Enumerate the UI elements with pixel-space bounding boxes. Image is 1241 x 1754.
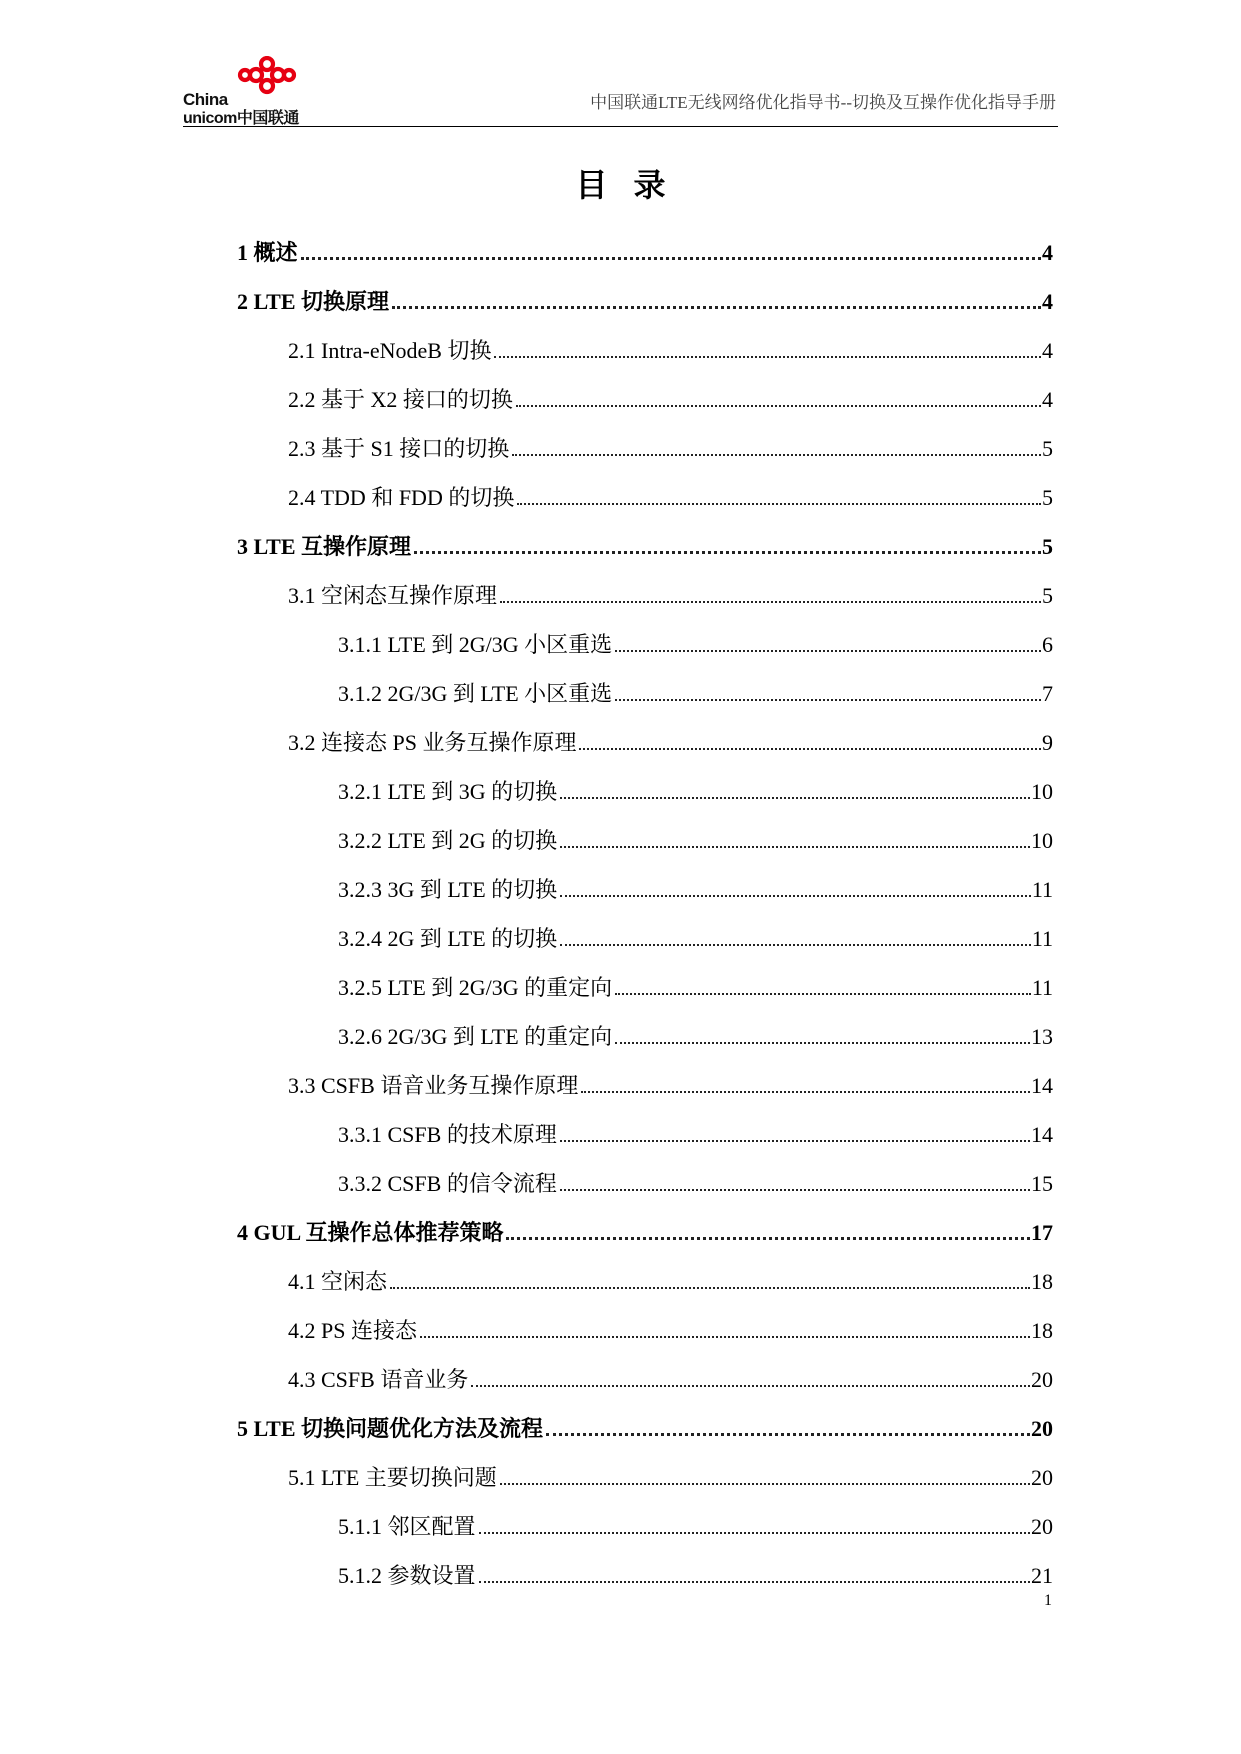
toc-entry-page: 5	[1042, 583, 1053, 608]
toc-dot-leader	[500, 601, 1041, 603]
toc-dot-leader	[560, 895, 1031, 897]
toc-dot-leader	[500, 1483, 1030, 1485]
toc-entry-title: 3.2.3 3G 到 LTE 的切换	[338, 877, 558, 902]
toc-entry[interactable]	[0, 953, 1053, 1002]
toc-entry[interactable]	[0, 1296, 1053, 1345]
toc-entry-page: 6	[1042, 632, 1053, 657]
toc-dot-leader	[494, 356, 1041, 358]
toc-entry[interactable]	[0, 1492, 1053, 1541]
toc-entry-title: 3.2.4 2G 到 LTE 的切换	[338, 926, 558, 951]
toc-entry-page: 10	[1031, 779, 1053, 804]
toc-dot-leader	[420, 1336, 1030, 1338]
toc-entry-page: 7	[1042, 681, 1053, 706]
toc-entry-page: 17	[1031, 1220, 1053, 1245]
toc-entry[interactable]	[0, 708, 1053, 757]
toc-entry-page: 14	[1031, 1073, 1053, 1098]
toc-entry[interactable]	[0, 757, 1053, 806]
toc-entry[interactable]	[0, 1149, 1053, 1198]
logo-text-china: China	[183, 90, 228, 109]
toc-entry[interactable]	[0, 1051, 1053, 1100]
toc-entry-page: 14	[1031, 1122, 1053, 1147]
toc-entry[interactable]	[0, 414, 1053, 463]
toc-entry-page: 4	[1042, 289, 1053, 314]
toc-dot-leader	[615, 650, 1041, 652]
toc-entry-title: 3 LTE 互操作原理	[237, 534, 412, 559]
toc-entry-page: 9	[1042, 730, 1053, 755]
china-unicom-logo	[183, 56, 313, 126]
toc-entry[interactable]	[0, 365, 1053, 414]
toc-entry-page: 4	[1042, 240, 1053, 265]
toc-entry[interactable]	[0, 855, 1053, 904]
toc-entry[interactable]	[0, 316, 1053, 365]
toc-entry-title: 3.2 连接态 PS 业务互操作原理	[288, 730, 577, 755]
toc-dot-leader	[414, 551, 1041, 554]
toc-entry[interactable]	[0, 904, 1053, 953]
toc-entry-title: 4.1 空闲态	[288, 1269, 388, 1294]
toc-entry-title: 5.1 LTE 主要切换问题	[288, 1465, 497, 1490]
toc-entry-page: 5	[1042, 534, 1053, 559]
toc-dot-leader	[506, 1237, 1030, 1240]
toc-entry-page: 18	[1031, 1269, 1053, 1294]
toc-dot-leader	[581, 1091, 1030, 1093]
toc-entry-title: 2.4 TDD 和 FDD 的切换	[288, 485, 515, 510]
toc-dot-leader	[546, 1433, 1030, 1436]
toc-dot-leader	[579, 748, 1041, 750]
toc-entry[interactable]	[0, 806, 1053, 855]
toc-entry-page: 5	[1042, 485, 1053, 510]
toc-entry-title: 3.2.5 LTE 到 2G/3G 的重定向	[338, 975, 613, 1000]
toc-dot-leader	[471, 1385, 1030, 1387]
toc-dot-leader	[516, 405, 1041, 407]
toc-entry-title: 5 LTE 切换问题优化方法及流程	[237, 1416, 544, 1441]
toc-entry[interactable]	[0, 218, 1053, 267]
toc-dot-leader	[560, 944, 1031, 946]
page-number: 1	[1044, 1592, 1052, 1609]
toc-dot-leader	[517, 503, 1041, 505]
toc-entry-page: 20	[1031, 1367, 1053, 1392]
toc-entry[interactable]	[0, 1100, 1053, 1149]
toc-entry-title: 3.3.1 CSFB 的技术原理	[338, 1122, 557, 1147]
toc-entry-title: 4.2 PS 连接态	[288, 1318, 417, 1343]
document-header-title: 中国联通LTE无线网络优化指导书--切换及互操作优化指导手册	[590, 93, 1056, 112]
toc-entry-page: 20	[1031, 1416, 1053, 1441]
unicom-knot-icon	[237, 56, 297, 96]
toc-entry[interactable]	[0, 267, 1053, 316]
toc-entry-title: 3.2.2 LTE 到 2G 的切换	[338, 828, 558, 853]
toc-entry[interactable]	[0, 1394, 1053, 1443]
toc-entry-title: 2 LTE 切换原理	[237, 289, 390, 314]
toc-dot-leader	[560, 846, 1030, 848]
toc-entry-title: 5.1.1 邻区配置	[338, 1514, 476, 1539]
toc-dot-leader	[301, 257, 1041, 260]
toc-dot-leader	[479, 1581, 1030, 1583]
toc-entry-title: 2.1 Intra-eNodeB 切换	[288, 338, 492, 363]
header-divider	[183, 126, 1058, 127]
toc-entry[interactable]	[0, 1247, 1053, 1296]
toc-entry[interactable]	[0, 1002, 1053, 1051]
toc-dot-leader	[560, 1189, 1030, 1191]
toc-entry-title: 3.1.1 LTE 到 2G/3G 小区重选	[338, 632, 613, 657]
toc-entry-title: 3.2.1 LTE 到 3G 的切换	[338, 779, 558, 804]
toc-entry-page: 18	[1031, 1318, 1053, 1343]
toc-dot-leader	[390, 1287, 1030, 1289]
toc-entry[interactable]	[0, 659, 1053, 708]
toc-entry-page: 5	[1042, 436, 1053, 461]
toc-entry-title: 5.1.2 参数设置	[338, 1563, 476, 1588]
toc-entry-page: 11	[1031, 975, 1053, 1000]
toc-dot-leader	[560, 1140, 1030, 1142]
toc-entry-title: 3.1 空闲态互操作原理	[288, 583, 498, 608]
toc-heading: 目录	[575, 166, 692, 204]
toc-entry-title: 3.3.2 CSFB 的信令流程	[338, 1171, 557, 1196]
toc-entry-title: 3.2.6 2G/3G 到 LTE 的重定向	[338, 1024, 613, 1049]
toc-entry-page: 21	[1031, 1563, 1053, 1588]
toc-entry[interactable]	[0, 512, 1053, 561]
toc-entry-title: 2.3 基于 S1 接口的切换	[288, 436, 510, 461]
toc-entry[interactable]	[0, 1345, 1053, 1394]
toc-entry-page: 4	[1042, 338, 1053, 363]
toc-entry-page: 11	[1031, 926, 1053, 951]
toc-entry-title: 4.3 CSFB 语音业务	[288, 1367, 469, 1392]
toc-entry-page: 15	[1031, 1171, 1053, 1196]
toc-entry-page: 13	[1031, 1024, 1053, 1049]
toc-entry[interactable]	[0, 1443, 1053, 1492]
toc-dot-leader	[615, 1042, 1030, 1044]
toc-entry-page: 20	[1031, 1514, 1053, 1539]
toc-entry[interactable]	[0, 610, 1053, 659]
toc-entry[interactable]	[0, 561, 1053, 610]
table-of-contents	[0, 218, 1241, 1590]
toc-entry-page: 4	[1042, 387, 1053, 412]
toc-dot-leader	[392, 306, 1041, 309]
toc-entry-title: 2.2 基于 X2 接口的切换	[288, 387, 513, 412]
toc-entry-title: 1 概述	[237, 240, 298, 265]
toc-entry[interactable]	[0, 1198, 1053, 1247]
toc-entry[interactable]	[0, 463, 1053, 512]
toc-dot-leader	[479, 1532, 1030, 1534]
toc-dot-leader	[615, 699, 1041, 701]
toc-entry-title: 3.1.2 2G/3G 到 LTE 小区重选	[338, 681, 613, 706]
logo-text-unicom: unicom中国联通	[183, 110, 299, 127]
toc-dot-leader	[615, 993, 1031, 995]
toc-entry-page: 20	[1031, 1465, 1053, 1490]
toc-entry-title: 3.3 CSFB 语音业务互操作原理	[288, 1073, 579, 1098]
toc-entry-title: 4 GUL 互操作总体推荐策略	[237, 1220, 504, 1245]
toc-dot-leader	[512, 454, 1041, 456]
toc-entry-page: 10	[1031, 828, 1053, 853]
toc-entry[interactable]	[0, 1541, 1053, 1590]
toc-dot-leader	[560, 797, 1030, 799]
toc-entry-page: 11	[1031, 877, 1053, 902]
